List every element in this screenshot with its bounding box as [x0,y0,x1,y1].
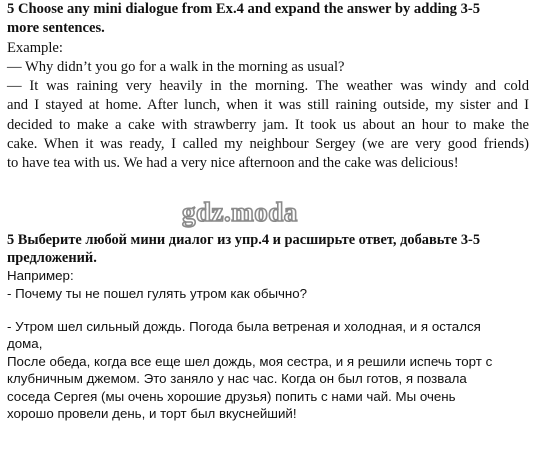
answer-line-ru: соседа Сергея (мы очень хорошие друзья) попить с нами чай. Мы очень [7,388,456,404]
answer-line-ru: клубничным джемом. Это заняло у нас час. Когда он был готов, я позвала [7,371,467,387]
answer-line-ru: После обеда, когда все еще шел дождь, моя сестра, и я решили испечь торт с [7,353,493,369]
exercise-heading-ru: 5 Выберите любой мини диалог из упр.4 и расширьте ответ, добавьте 3-5 [7,232,481,248]
answer-line-ru: хорошо провели день, и торт был вкуснейший! [7,406,297,422]
answer-line: to have tea with us. We had a very nice afternoon and the cake was delicious! [7,155,459,172]
dialogue-question: — Why didn’t you go for a walk in the morning as usual? [7,58,345,75]
example-label: Example: [7,39,63,56]
answer-line: and I stayed at home. After lunch, when it was still raining outside, my sister and I [7,97,529,114]
russian-exercise [7,232,529,422]
answer-line-ru: - Утром шел сильный дождь. Погода была ветреная и холодная, и я остался [7,319,481,334]
paragraph-gap [7,302,529,318]
example-label-ru: Например: [7,268,74,284]
site-watermark: gdz.moda [182,197,298,227]
english-exercise [7,0,529,174]
dialogue-question-ru: - Почему ты не пошел гулять утром как обычно? [7,285,308,301]
answer-line: cake. When it was ready, I called my neighbour Sergey (we are very good friends) [7,136,529,153]
answer-line: decided to make a cake with strawberry jam. It took us about an hour to make the [7,116,529,133]
answer-line: — It was raining very heavily in the morning. The weather was windy and cold [7,78,529,95]
answer-line-ru: дома, [7,336,43,352]
exercise-heading: 5 Choose any mini dialogue from Ex.4 and expand the answer by adding 3-5 [7,1,481,17]
exercise-heading-ru-continued: предложений. [7,249,97,266]
exercise-heading-continued: more sentences. [7,20,105,37]
